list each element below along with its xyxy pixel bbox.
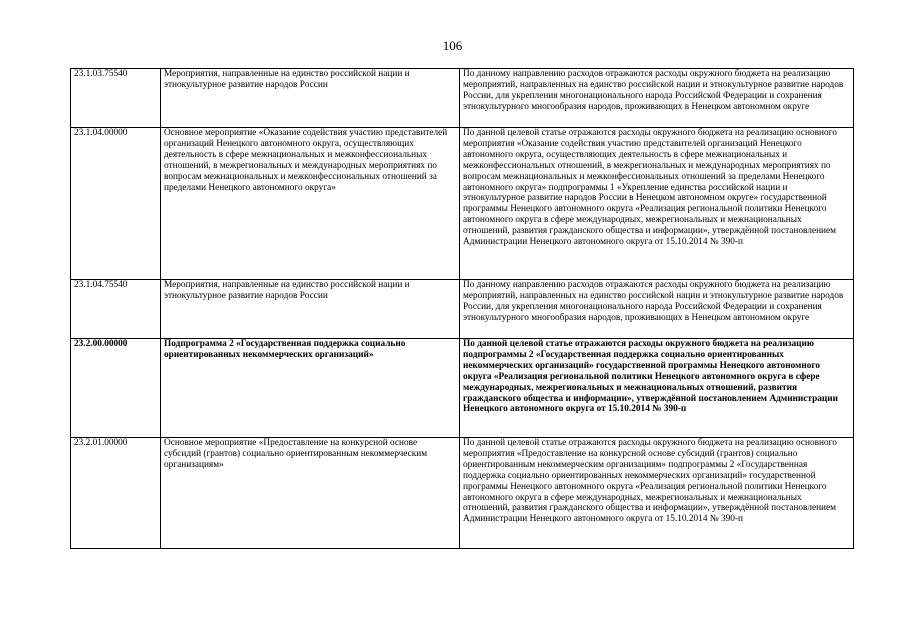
row-code: 23.1.04.75540 bbox=[71, 280, 161, 339]
row-name: Мероприятия, направленные на единство российской нации и этнокультурное развитие народов России bbox=[161, 280, 460, 339]
row-name: Основное мероприятие «Оказание содействия участию представителей организаций Ненецкого автономного округа, осуществляющих деятельность в сфере межнациональных и межконфессиональных отношений, в межрегиональных и международных мероприятиях по вопросам межнациональных и межконфессиональных отношений за пределами Ненецкого автономного округа» bbox=[161, 128, 460, 280]
row-code: 23.1.04.00000 bbox=[71, 128, 161, 280]
row-description: По данной целевой статье отражаются расходы окружного бюджета на реализацию основного мероприятия «Предоставление на конкурсной основе субсидий (грантов) социально ориентированным некоммерческим организациям» подпрограммы 2 «Государственная поддержка социально ориентированных некоммерческих организаций» государственной программы Ненецкого автономного округа «Реализация региональной политики Ненецкого автономного округа в сфере международных, межрегиональных и межнациональных отношений, развития гражданского общества и информации», утверждённой постановлением Администрации Ненецкого автономного округа от 15.10.2014 № 390-п bbox=[460, 438, 854, 549]
row-code: 23.1.03.75540 bbox=[71, 69, 161, 128]
row-name: Подпрограмма 2 «Государственная поддержка социально ориентированных некоммерческих организаций» bbox=[161, 339, 460, 438]
row-description: По данной целевой статье отражаются расходы окружного бюджета на реализацию подпрограммы 2 «Государственная поддержка социально ориентированных некоммерческих организаций» государственной программы Ненецкого автономного округа «Реализация региональной политики Ненецкого автономного округа в сфере международных, межрегиональных и межнациональных отношений, развития гражданского общества и информации», утверждённой постановлением Администрации Ненецкого автономного округа от 15.10.2014 № 390-п bbox=[460, 339, 854, 438]
row-code: 23.2.01.00000 bbox=[71, 438, 161, 549]
page-number: 106 bbox=[442, 38, 463, 53]
classification-table bbox=[70, 68, 854, 549]
row-description: По данному направлению расходов отражаются расходы окружного бюджета на реализацию мероприятий, направленных на единство российской нации и этнокультурное развитие народов России, для укрепления многонационального народа Российской Федерации и сохранения этнокультурного многообразия народов, проживающих в Ненецком автономном округе bbox=[460, 280, 854, 339]
table-row bbox=[71, 438, 854, 549]
table-row bbox=[71, 339, 854, 438]
row-code: 23.2.00.00000 bbox=[71, 339, 161, 438]
table-row bbox=[71, 128, 854, 280]
row-name: Мероприятия, направленные на единство российской нации и этнокультурное развитие народов России bbox=[161, 69, 460, 128]
row-description: По данному направлению расходов отражаются расходы окружного бюджета на реализацию мероприятий, направленных на единство российской нации и этнокультурное развитие народов России, для укрепления многонационального народа Российской Федерации и сохранения этнокультурного многообразия народов, проживающих в Ненецком автономном округе bbox=[460, 69, 854, 128]
row-name: Основное мероприятие «Предоставление на конкурсной основе субсидий (грантов) социально ориентированным некоммерческим организациям» bbox=[161, 438, 460, 549]
table-row bbox=[71, 69, 854, 128]
row-description: По данной целевой статье отражаются расходы окружного бюджета на реализацию основного мероприятия «Оказание содействия участию представителей организаций Ненецкого автономного округа, осуществляющих деятельность в сфере межнациональных и межконфессиональных отношений, в межрегиональных и международных мероприятиях по вопросам межнациональных и межконфессиональных отношений за пределами Ненецкого автономного округа» подпрограммы 1 «Укрепление единства российской нации и этнокультурное развитие народов России в Ненецком автономном округе» государственной программы Ненецкого автономного округа «Реализация региональной политики Ненецкого автономного округа в сфере международных, межрегиональных и межнациональных отношений, развития гражданского общества и информации», утверждённой постановлением Администрации Ненецкого автономного округа от 15.10.2014 № 390-п bbox=[460, 128, 854, 280]
table-row bbox=[71, 280, 854, 339]
